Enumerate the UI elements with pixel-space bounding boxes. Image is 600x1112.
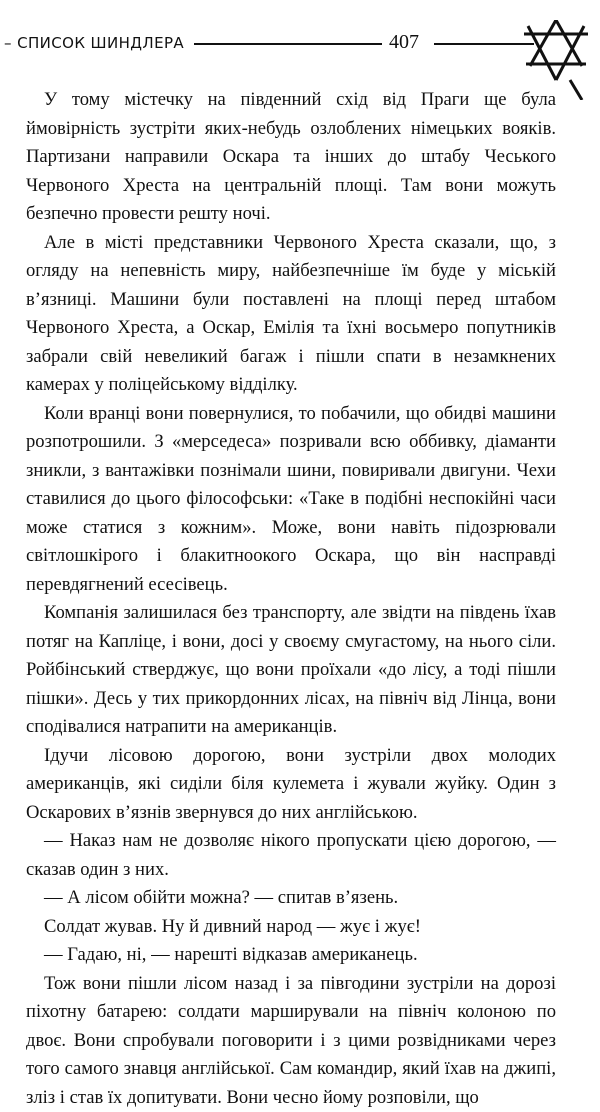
page-number: 407 [389,31,419,53]
header-rule-left [194,43,382,45]
header-rule-right [434,43,534,45]
dialogue-line: — Гадаю, ні, — нарешті відказав американець. [26,941,556,970]
dialogue-line: — А лісом обійти можна? — спитав в’язень. [26,884,556,913]
paragraph: У тому містечку на південний схід від Праги ще була ймовірність зустріти яких-небудь озлоблених німецьких вояків. Партизани направили Оскара та інших до штабу Чеського Червоного Хреста на центральній площі. Там вони можуть безпечно провести решту ночі. [26,86,556,229]
paragraph: Коли вранці вони повернулися, то побачили, що обидві машини розпотрошили. З «мерседеса» позривали всю оббивку, діаманти зникли, з вантажівки познімали шини, повиривали двигуни. Чехи ставилися до цього філософськи: «Таке в подібні неспокійні часи може статися з кожним». Може, вони навіть підозрювали світлошкірого і блакитноокого Оскара, що він насправді перевдягнений есесівець. [26,400,556,600]
page-header [4,28,596,68]
body-text [26,86,556,1112]
paragraph: Тож вони пішли лісом назад і за півгодини зустріли на дорозі піхотну батарею: солдати марширували на північ колоною по двоє. Вони спробували поговорити і з цими розвідниками через того самого знавця англійської. Сам командир, який їхав на джипі, зліз і став їх допитувати. Вони чесно йому розповіли, що [26,970,556,1112]
dialogue-line: — Наказ нам не дозволяє нікого пропускати цією дорогою, — сказав один з них. [26,827,556,884]
running-title: – СПИСОК ШИНДЛЕРА [4,34,184,52]
paragraph: Ідучи лісовою дорогою, вони зустріли двох молодих американців, які сиділи біля кулемета і жували жуйку. Один з Оскарових в’язнів звернувся до них англійською. [26,742,556,828]
paragraph: Компанія залишилася без транспорту, але звідти на південь їхав потяг на Капліце, і вони, досі у своєму смугастому, на нього сіли. Ройбінський стверджує, що вони проїхали «до лісу, а тоді пішли пішки». Десь у тих прикордонних лісах, на північ від Лінца, вони сподівалися натрапити на американців. [26,599,556,742]
paragraph: Солдат жував. Ну й дивний народ — жує і жує! [26,913,556,942]
paragraph: Але в місті представники Червоного Хреста сказали, що, з огляду на непевність миру, найбезпечніше їм буде у міській в’язниці. Машини були поставлені на площі перед штабом Червоного Хреста, а Оскар, Емілія та їхні восьмеро попутників забрали свій невеликий багаж і пішли спати в незамкнених камерах у поліцейському відділку. [26,229,556,400]
